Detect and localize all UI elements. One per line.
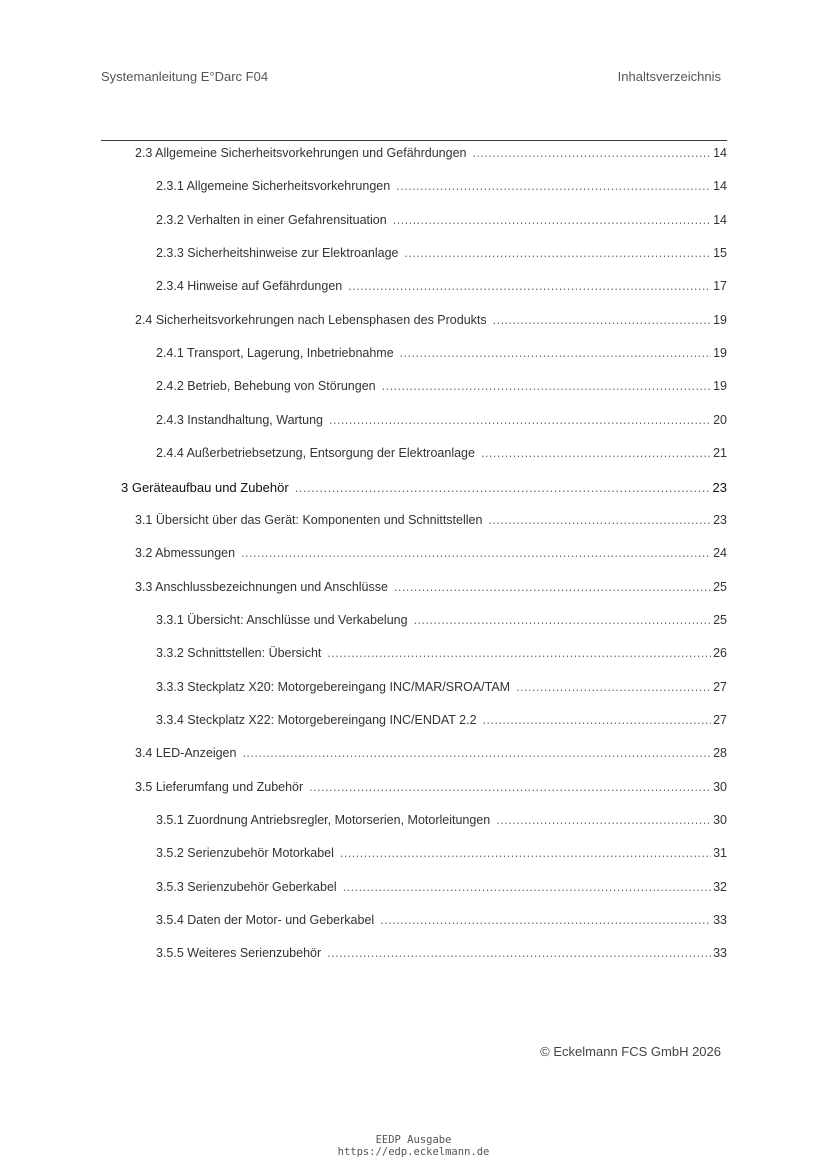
toc-entry[interactable] xyxy=(135,780,727,800)
toc-entry[interactable] xyxy=(156,346,727,366)
toc-entry[interactable] xyxy=(156,413,727,433)
toc-entry-title: 2.3 Allgemeine Sicherheitsvorkehrungen und Gefährdungen xyxy=(135,146,467,160)
toc-entry-title: 3.2 Abmessungen xyxy=(135,546,236,560)
toc-entry[interactable] xyxy=(135,146,727,166)
toc-dot-leader xyxy=(400,346,711,360)
toc-entry-page-number: 32 xyxy=(713,880,727,894)
toc-dot-leader xyxy=(241,546,711,560)
toc-entry[interactable] xyxy=(135,546,727,566)
toc-entry-title: 3.3.2 Schnittstellen: Übersicht xyxy=(156,646,322,660)
toc-entry-page-number: 15 xyxy=(713,246,727,260)
toc-entry[interactable] xyxy=(156,646,727,666)
toc-entry[interactable] xyxy=(156,680,727,700)
edition-stamp-label: EEDP Ausgabe xyxy=(375,1134,452,1146)
toc-entry-title: 2.3.1 Allgemeine Sicherheitsvorkehrungen xyxy=(156,179,391,193)
toc-dot-leader xyxy=(483,713,712,727)
toc-dot-leader xyxy=(496,813,711,827)
toc-entry-page-number: 19 xyxy=(713,379,727,393)
toc-entry-title: 2.3.3 Sicherheitshinweise zur Elektroanlage xyxy=(156,246,399,260)
toc-entry[interactable] xyxy=(121,480,727,500)
toc-dot-leader xyxy=(327,946,711,960)
toc-entry-page-number: 23 xyxy=(712,480,727,495)
toc-entry-title: 3.5.5 Weiteres Serienzubehör xyxy=(156,946,322,960)
toc-entry[interactable] xyxy=(156,446,727,466)
toc-dot-leader xyxy=(393,213,711,227)
toc-entry-title: 2.3.2 Verhalten in einer Gefahrensituation xyxy=(156,213,387,227)
toc-dot-leader xyxy=(382,379,711,393)
toc-entry[interactable] xyxy=(156,246,727,266)
toc-entry[interactable] xyxy=(156,713,727,733)
toc-entry[interactable] xyxy=(135,580,727,600)
toc-entry[interactable] xyxy=(135,746,727,766)
toc-entry-page-number: 25 xyxy=(713,580,727,594)
toc-entry-page-number: 30 xyxy=(713,780,727,794)
toc-entry-title: 2.4.1 Transport, Lagerung, Inbetriebnahme xyxy=(156,346,394,360)
toc-entry[interactable] xyxy=(135,513,727,533)
toc-entry[interactable] xyxy=(156,913,727,933)
toc-entry-title: 3 Geräteaufbau und Zubehör xyxy=(121,480,289,495)
toc-entry[interactable] xyxy=(156,946,727,966)
toc-entry-title: 3.3.1 Übersicht: Anschlüsse und Verkabelung xyxy=(156,613,408,627)
toc-entry-title: 3.5.2 Serienzubehör Motorkabel xyxy=(156,846,334,860)
toc-entry-page-number: 20 xyxy=(713,413,727,427)
header-document-title: Systemanleitung E°Darc F04 xyxy=(101,69,269,84)
toc-dot-leader xyxy=(343,880,711,894)
toc-entry-page-number: 19 xyxy=(713,346,727,360)
toc-entry[interactable] xyxy=(156,213,727,233)
edition-stamp-url[interactable]: https://edp.eckelmann.de xyxy=(337,1146,490,1158)
toc-entry-page-number: 14 xyxy=(713,179,727,193)
toc-entry-page-number: 33 xyxy=(713,913,727,927)
toc-dot-leader xyxy=(394,580,711,594)
toc-entry-title: 2.3.4 Hinweise auf Gefährdungen xyxy=(156,279,343,293)
toc-entry-title: 3.5.3 Serienzubehör Geberkabel xyxy=(156,880,337,894)
toc-entry[interactable] xyxy=(156,179,727,199)
toc-entry-page-number: 24 xyxy=(713,546,727,560)
toc-entry-title: 3.3.4 Steckplatz X22: Motorgebereingang INC/ENDAT 2.2 xyxy=(156,713,477,727)
toc-entry[interactable] xyxy=(156,613,727,633)
toc-entry-title: 2.4.3 Instandhaltung, Wartung xyxy=(156,413,324,427)
toc-entry[interactable] xyxy=(156,379,727,399)
toc-entry-title: 2.4 Sicherheitsvorkehrungen nach Lebensphasen des Produkts xyxy=(135,313,487,327)
toc-dot-leader xyxy=(340,846,711,860)
toc-entry-page-number: 28 xyxy=(713,746,727,760)
toc-entry-page-number: 21 xyxy=(713,446,727,460)
toc-entry-page-number: 31 xyxy=(713,846,727,860)
toc-entry-page-number: 19 xyxy=(713,313,727,327)
toc-entry-title: 3.5 Lieferumfang und Zubehör xyxy=(135,780,304,794)
toc-entry-title: 3.5.1 Zuordnung Antriebsregler, Motorserien, Motorleitungen xyxy=(156,813,491,827)
toc-entry[interactable] xyxy=(156,279,727,299)
toc-entry-title: 2.4.4 Außerbetriebsetzung, Entsorgung der Elektroanlage xyxy=(156,446,475,460)
toc-entry-title: 3.3 Anschlussbezeichnungen und Anschlüsse xyxy=(135,580,388,594)
toc-entry[interactable] xyxy=(156,846,727,866)
toc-dot-leader xyxy=(481,446,711,460)
toc-dot-leader xyxy=(309,780,711,794)
toc-dot-leader xyxy=(472,146,711,160)
toc-entry-page-number: 33 xyxy=(713,946,727,960)
toc-entry-title: 3.3.3 Steckplatz X20: Motorgebereingang INC/MAR/SROA/TAM xyxy=(156,680,511,694)
toc-dot-leader xyxy=(327,646,711,660)
toc-entry-page-number: 30 xyxy=(713,813,727,827)
toc-dot-leader xyxy=(380,913,711,927)
toc-dot-leader xyxy=(414,613,712,627)
toc-entry-page-number: 14 xyxy=(713,146,727,160)
toc-entry-page-number: 25 xyxy=(713,613,727,627)
header-divider xyxy=(101,140,727,141)
toc-dot-leader xyxy=(405,246,712,260)
toc-entry[interactable] xyxy=(156,813,727,833)
toc-entry-page-number: 27 xyxy=(713,680,727,694)
toc-entry-page-number: 26 xyxy=(713,646,727,660)
copyright-notice: © Eckelmann FCS GmbH 2026 xyxy=(540,1044,721,1059)
toc-dot-leader xyxy=(396,179,711,193)
toc-dot-leader xyxy=(242,746,711,760)
toc-dot-leader xyxy=(295,480,711,495)
toc-entry-page-number: 27 xyxy=(713,713,727,727)
toc-entry-page-number: 14 xyxy=(713,213,727,227)
toc-entry-page-number: 23 xyxy=(713,513,727,527)
toc-dot-leader xyxy=(488,513,711,527)
toc-dot-leader xyxy=(516,680,711,694)
header-section-title: Inhaltsverzeichnis xyxy=(617,69,721,84)
toc-dot-leader xyxy=(329,413,711,427)
toc-entry-title: 3.4 LED-Anzeigen xyxy=(135,746,237,760)
toc-entry-title: 2.4.2 Betrieb, Behebung von Störungen xyxy=(156,379,376,393)
toc-entry-title: 3.5.4 Daten der Motor- und Geberkabel xyxy=(156,913,375,927)
toc-entry[interactable] xyxy=(135,313,727,333)
toc-dot-leader xyxy=(348,279,711,293)
toc-entry-title: 3.1 Übersicht über das Gerät: Komponenten und Schnittstellen xyxy=(135,513,483,527)
toc-dot-leader xyxy=(493,313,711,327)
toc-entry[interactable] xyxy=(156,880,727,900)
toc-entry-page-number: 17 xyxy=(713,279,727,293)
